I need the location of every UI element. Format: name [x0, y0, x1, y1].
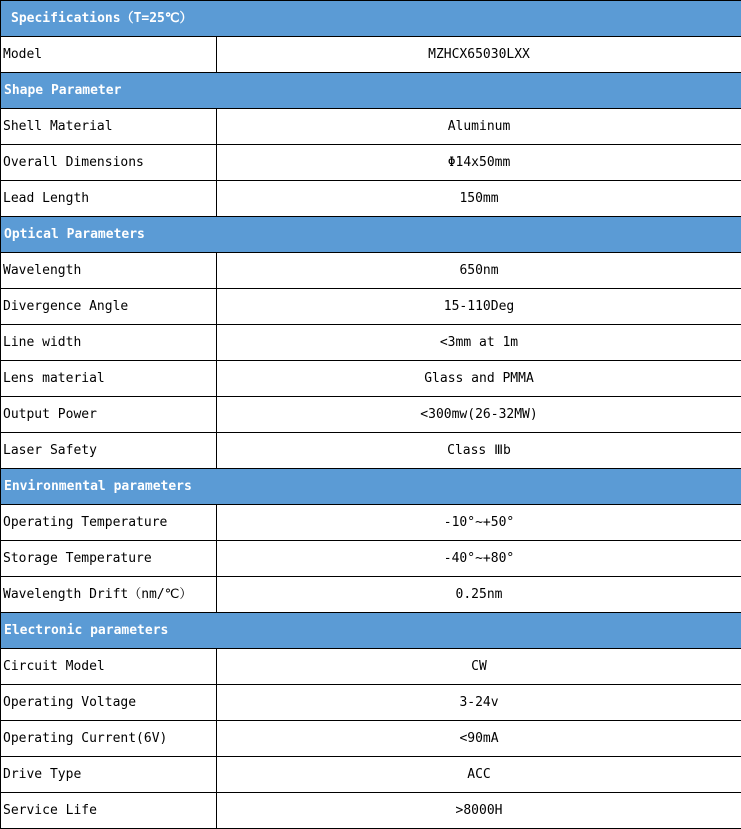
row-label-operating-current: Operating Current(6V) [1, 721, 217, 757]
row-value-drive-type: ACC [217, 757, 741, 793]
row-value-storage-temperature: -40°~+80° [217, 541, 741, 577]
shape-parameter-title: Shape Parameter [1, 73, 741, 109]
row-label-laser-safety: Laser Safety [1, 433, 217, 469]
section-header-electronic [1, 613, 741, 649]
row-label-model: Model [1, 37, 217, 73]
table-row [1, 577, 741, 613]
environmental-parameters-title: Environmental parameters [1, 469, 741, 505]
row-label-output-power: Output Power [1, 397, 217, 433]
row-label-line-width: Line width [1, 325, 217, 361]
table-row [1, 109, 741, 145]
row-label-lens-material: Lens material [1, 361, 217, 397]
row-value-laser-safety: Class Ⅲb [217, 433, 741, 469]
table-row [1, 757, 741, 793]
table-row [1, 325, 741, 361]
row-label-divergence-angle: Divergence Angle [1, 289, 217, 325]
row-value-operating-current: <90mA [217, 721, 741, 757]
table-row [1, 37, 741, 73]
row-label-overall-dimensions: Overall Dimensions [1, 145, 217, 181]
specifications-title: Specifications（T=25℃） [1, 1, 741, 37]
row-label-wavelength-drift: Wavelength Drift（nm/℃） [1, 577, 217, 613]
row-label-lead-length: Lead Length [1, 181, 217, 217]
row-value-line-width: <3mm at 1m [217, 325, 741, 361]
table-row [1, 685, 741, 721]
table-row [1, 289, 741, 325]
table-row [1, 361, 741, 397]
table-row [1, 649, 741, 685]
row-value-circuit-model: CW [217, 649, 741, 685]
table-row [1, 397, 741, 433]
optical-parameters-title: Optical Parameters [1, 217, 741, 253]
section-header-shape [1, 73, 741, 109]
row-value-wavelength-drift: 0.25nm [217, 577, 741, 613]
section-header-environmental [1, 469, 741, 505]
table-row [1, 541, 741, 577]
table-row [1, 721, 741, 757]
row-label-operating-temperature: Operating Temperature [1, 505, 217, 541]
row-value-operating-temperature: -10°~+50° [217, 505, 741, 541]
row-label-shell-material: Shell Material [1, 109, 217, 145]
row-label-drive-type: Drive Type [1, 757, 217, 793]
row-value-output-power: <300mw(26-32MW) [217, 397, 741, 433]
row-label-circuit-model: Circuit Model [1, 649, 217, 685]
row-label-operating-voltage: Operating Voltage [1, 685, 217, 721]
row-value-model: MZHCX65030LXX [217, 37, 741, 73]
row-label-wavelength: Wavelength [1, 253, 217, 289]
row-value-shell-material: Aluminum [217, 109, 741, 145]
row-label-service-life: Service Life [1, 793, 217, 829]
row-value-wavelength: 650nm [217, 253, 741, 289]
row-value-operating-voltage: 3-24v [217, 685, 741, 721]
section-header-specifications [1, 1, 741, 37]
row-value-service-life: >8000H [217, 793, 741, 829]
table-row [1, 253, 741, 289]
row-value-lead-length: 150mm [217, 181, 741, 217]
table-row [1, 505, 741, 541]
row-value-overall-dimensions: Φ14x50mm [217, 145, 741, 181]
row-value-lens-material: Glass and PMMA [217, 361, 741, 397]
electronic-parameters-title: Electronic parameters [1, 613, 741, 649]
table-row [1, 145, 741, 181]
table-row [1, 433, 741, 469]
row-value-divergence-angle: 15-110Deg [217, 289, 741, 325]
section-header-optical [1, 217, 741, 253]
table-row [1, 181, 741, 217]
table-row [1, 793, 741, 829]
row-label-storage-temperature: Storage Temperature [1, 541, 217, 577]
